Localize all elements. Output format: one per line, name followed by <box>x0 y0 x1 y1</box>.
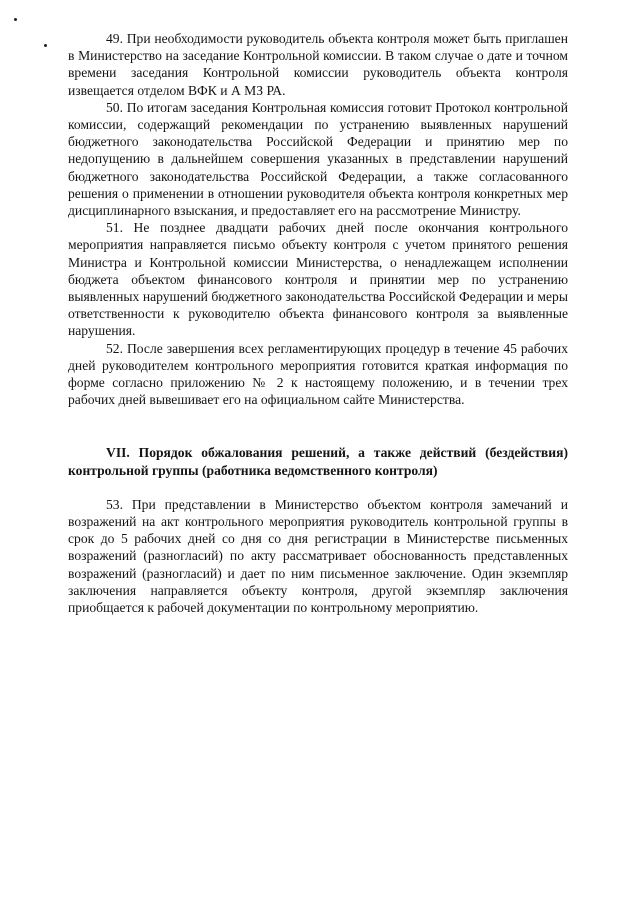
document-page <box>68 30 568 616</box>
scan-speck <box>44 44 47 47</box>
paragraph-53: 53. При представлении в Министерство объектом контроля замечаний и возражений на акт контрольного мероприятия руководитель контрольной группы в срок до 5 рабочих дней со дня со дня регистрации в Министерстве письменных возражений (разногласий) по акту рассматривает обоснованность представленных возражений (разногласий) и дает по ним письменное заключение. Один экземпляр заключения направляется объекту контроля, другой экземпляр заключения приобщается к рабочей документации по контрольному мероприятию. <box>68 496 568 616</box>
heading-gap <box>68 479 568 496</box>
paragraph-50: 50. По итогам заседания Контрольная комиссия готовит Протокол контрольной комиссии, содержащий рекомендации по устранению выявленных нарушений бюджетного законодательства Российской Федерации и принятию мер по недопущению в дальнейшем совершения указанных в представлении нарушений бюджетного законодательства Российской Федерации, а также согласованного решения о применении в отношении руководителя объекта контроля конкретных мер дисциплинарного взыскания, и предоставляет его на рассмотрение Министру. <box>68 99 568 219</box>
scan-speck <box>14 18 17 21</box>
section-gap <box>68 408 568 444</box>
paragraph-52: 52. После завершения всех регламентирующих процедур в течение 45 рабочих дней руководителем контрольного мероприятия готовится краткая информация по форме согласно приложению № 2 к настоящему положению, и в течении трех рабочих дней вывешивает его на официальном сайте Министерства. <box>68 340 568 408</box>
paragraph-51: 51. Не позднее двадцати рабочих дней после окончания контрольного мероприятия направляется письмо объекту контроля с учетом принятого решения Министра и Контрольной комиссии Министерства, о ненадлежащем исполнении бюджета объектом финансового контроля и принятии мер по устранению выявленных нарушений бюджетного законодательства Российской Федерации и меры ответственности к руководителю объекта финансового контроля за выявленные нарушения. <box>68 220 568 339</box>
paragraph-49: 49. При необходимости руководитель объекта контроля может быть приглашен в Министерство на заседание Контрольной комиссии. В таком случае о дате и точном времени заседания Контрольной комиссии руководитель объекта контроля извещается отделом ВФК и А МЗ РА. <box>68 31 568 98</box>
section-heading: VII. Порядок обжалования решений, а также действий (бездействия) контрольной группы (работника ведомственного контроля) <box>68 445 568 478</box>
